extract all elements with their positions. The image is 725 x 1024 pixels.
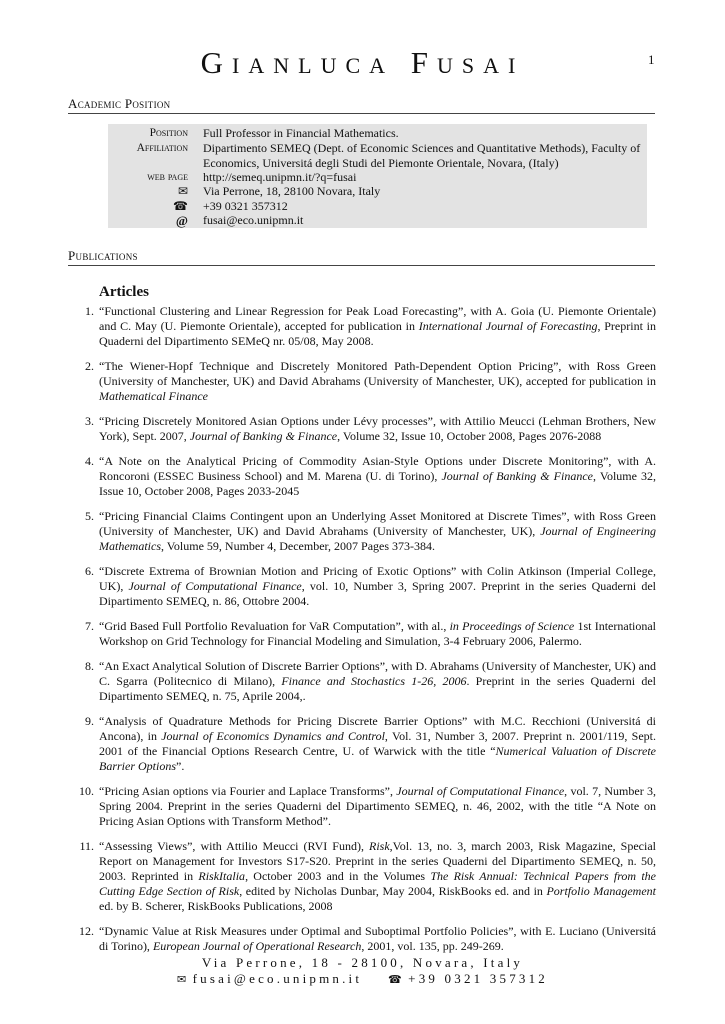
citation-text: , October 2003 and in the Volumes <box>245 869 431 883</box>
article-citation <box>99 564 656 609</box>
info-box <box>108 124 647 228</box>
list-item <box>68 359 656 404</box>
article-number: 6. <box>85 564 94 578</box>
citation-italic: Portfolio Management <box>546 884 656 898</box>
envelope-icon: ✉ <box>177 184 188 198</box>
citation-italic: in Proceedings of Science <box>449 619 575 633</box>
citation-text: , 2001, vol. 135, pp. 249-269. <box>361 939 504 953</box>
articles-list <box>68 304 656 964</box>
article-number: 4. <box>85 454 94 468</box>
info-key-position: Position <box>149 127 188 139</box>
info-key-web-page: web page <box>147 171 188 183</box>
citation-italic: International Journal of Forecasting <box>418 319 598 333</box>
citation-text: , vol. 10, Number 3, Spring 2007. Preprint in the series Quaderni del Dipartimento SEMEQ, n. 86, Ottobre 2004. <box>99 579 656 608</box>
phone-icon: ☎ <box>173 199 188 213</box>
citation-text: ,Vol. 13, no. 3, march 2003, Risk Magazine, Special Report on Management for Investors S17-S20. Preprint in the series Quaderni del Dipartimento SEMEQ, n. 50, 2003. Reprinted in <box>99 839 656 883</box>
at-sign-icon: @ <box>175 213 188 228</box>
citation-italic: RiskItalia <box>198 869 246 883</box>
citation-text: 1st International Workshop on Grid Technology for Financial Modeling and Simulation, 3-4 February 2006, Palermo. <box>99 619 657 648</box>
footer-address: Via Perrone, 18 - 28100, Novara, Italy <box>201 955 524 970</box>
citation-text: “Assessing Views”, with Attilio Meucci (RVI Fund), <box>99 839 369 853</box>
article-citation <box>99 509 656 554</box>
article-number: 12. <box>79 924 94 938</box>
citation-italic: Mathematical Finance <box>99 389 208 403</box>
article-citation <box>99 659 656 704</box>
list-item <box>68 784 656 829</box>
article-citation <box>99 714 656 774</box>
list-item <box>68 304 656 349</box>
list-item <box>68 924 656 954</box>
citation-text: , vol. 7, Number 3, Spring 2004. Preprint in the series Quaderni del Dipartimento SEMEQ, n. 46, 2002, with the title “A Note on Pricing Asian Options with Transform Method”. <box>99 784 656 828</box>
citation-text: . Preprint in the series Quaderni del Dipartimento SEMEQ, n. 75, Aprile 2004,. <box>99 674 656 703</box>
info-value-phone: +39 0321 357312 <box>203 199 288 213</box>
citation-text: ed. by B. Scherer, RiskBooks Publications, 2008 <box>99 899 333 913</box>
info-value-email[interactable]: fusai@eco.unipmn.it <box>203 213 304 227</box>
list-item <box>68 509 656 554</box>
citation-text: , Vol. 31, Number 3, 2007. Preprint n. 2001/119, Sept. 2001 of the Financial Options Research Centre, U. of Warwick with the title “ <box>99 729 656 758</box>
info-value-address: Via Perrone, 18, 28100 Novara, Italy <box>203 184 381 198</box>
citation-text: , Volume 59, Number 4, December, 2007 Pages 373-384. <box>161 539 436 553</box>
article-number: 9. <box>85 714 94 728</box>
info-value-affiliation: Dipartimento SEMEQ (Dept. of Economic Sciences and Quantitative Methods), Faculty of Economics, Universitá degli Studi del Piemonte Orientale, Novara, (Italy) <box>203 141 641 170</box>
list-item <box>68 454 656 499</box>
citation-italic: The Risk Annual: Technical Papers from the Cutting Edge Section of Risk <box>99 869 657 898</box>
citation-text: “Dynamic Value at Risk Measures under Optimal and Suboptimal Portfolio Policies”, with E. Luciano (Universitá di Torino), <box>99 924 656 953</box>
citation-italic: European Journal of Operational Research <box>152 939 362 953</box>
article-number: 10. <box>79 784 94 798</box>
page-number: 1 <box>648 52 655 67</box>
list-item <box>68 619 656 649</box>
list-item <box>68 659 656 704</box>
citation-text: , Preprint in Quaderni del Dipartimento SEMeQ nr. 05/08, May 2008. <box>99 319 656 348</box>
info-key-affiliation: Affiliation <box>136 142 188 154</box>
citation-text: “Functional Clustering and Linear Regression for Peak Load Forecasting”, with A. Goia (U. Piemonte Orientale) and C. May (U. Piemonte Orientale), accepted for publication in <box>99 304 656 333</box>
article-citation <box>99 414 656 444</box>
citation-text: “An Exact Analytical Solution of Discrete Barrier Options”, with D. Abrahams (University of Manchester, UK) and C. Sgarra (Politecnico di Milano), <box>99 659 656 688</box>
article-citation <box>99 839 656 914</box>
citation-text: “Pricing Financial Claims Contingent upon an Underlying Asset Monitored at Discrete Times”, with Ross Green (University of Manchester, UK) and David Abrahams (University of Manchester, UK), <box>99 509 656 538</box>
citation-text: , edited by Nicholas Dunbar, May 2004, RiskBooks ed. and in <box>239 884 547 898</box>
phone-icon: ☎ <box>388 973 402 986</box>
list-item <box>68 414 656 444</box>
article-number: 3. <box>85 414 94 428</box>
article-number: 5. <box>85 509 94 523</box>
article-number: 2. <box>85 359 94 373</box>
article-citation <box>99 454 656 499</box>
info-value-web-page[interactable]: http://semeq.unipmn.it/?q=fusai <box>203 170 357 184</box>
citation-text: “Analysis of Quadrature Methods for Pricing Discrete Barrier Options” with M.C. Recchioni (Universitá di Ancona), in <box>99 714 656 743</box>
citation-text: “A Note on the Analytical Pricing of Commodity Asian-Style Options under Discrete Monitoring”, with A. Roncoroni (ESSEC Business School) and M. Marena (U. di Torino), <box>99 454 656 483</box>
citation-italic: Journal of Engineering Mathematics <box>99 524 656 553</box>
citation-text: “Discrete Extrema of Brownian Motion and Pricing of Exotic Options” with Colin Atkinson (Imperial College, UK), <box>99 564 656 593</box>
citation-italic: Journal of Banking & Finance <box>441 469 593 483</box>
list-item <box>68 714 656 774</box>
article-citation <box>99 924 656 954</box>
article-number: 8. <box>85 659 94 673</box>
article-number: 7. <box>85 619 94 633</box>
section-heading-publications: Publications <box>68 248 655 266</box>
citation-italic: Journal of Economics Dynamics and Control <box>161 729 385 743</box>
article-number: 11. <box>79 839 94 853</box>
info-value-position: Full Professor in Financial Mathematics. <box>203 126 399 140</box>
citation-italic: Journal of Computational Finance <box>396 784 565 798</box>
citation-text: , Volume 32, Issue 10, October 2008, Pages 2076-2088 <box>337 429 602 443</box>
citation-text: “Pricing Asian options via Fourier and Laplace Transforms”, <box>99 784 397 798</box>
article-citation <box>99 304 656 349</box>
articles-heading: Articles <box>99 284 149 300</box>
article-citation <box>99 619 656 649</box>
citation-text: “Pricing Discretely Monitored Asian Options under Lévy processes”, with Attilio Meucci (Lehman Brothers, New York), Sept. 2007, <box>99 414 656 443</box>
footer-contact <box>0 971 725 988</box>
article-citation <box>99 784 656 829</box>
citation-text: ”. <box>176 759 185 773</box>
article-citation <box>99 359 656 404</box>
footer-email[interactable]: fusai@eco.unipmn.it <box>192 971 363 986</box>
list-item <box>68 564 656 609</box>
list-item <box>68 839 656 914</box>
citation-italic: Numerical Valuation of Discrete Barrier Options <box>99 744 656 773</box>
page-title: Gianluca Fusai <box>200 45 525 80</box>
footer-phone: +39 0321 357312 <box>408 971 548 986</box>
envelope-icon: ✉ <box>176 973 187 986</box>
citation-italic: Journal of Banking & Finance <box>189 429 338 443</box>
citation-italic: Journal of Computational Finance <box>128 579 302 593</box>
citation-italic: Risk <box>368 839 390 853</box>
footer <box>0 955 725 988</box>
citation-text: “The Wiener-Hopf Technique and Discretely Monitored Path-Dependent Option Pricing”, with Ross Green (University of Manchester, UK) and David Abrahams (University of Manchester, UK), accepted for publication in <box>99 359 656 388</box>
citation-text: “Grid Based Full Portfolio Revaluation for VaR Computation”, with al., <box>99 619 450 633</box>
section-heading-academic-position: Academic Position <box>68 96 655 114</box>
article-number: 1. <box>85 304 94 318</box>
citation-italic: Finance and Stochastics 1-26, 2006 <box>281 674 467 688</box>
citation-text: , Volume 32, Issue 10, October 2008, Pages 2033-2045 <box>99 469 656 498</box>
